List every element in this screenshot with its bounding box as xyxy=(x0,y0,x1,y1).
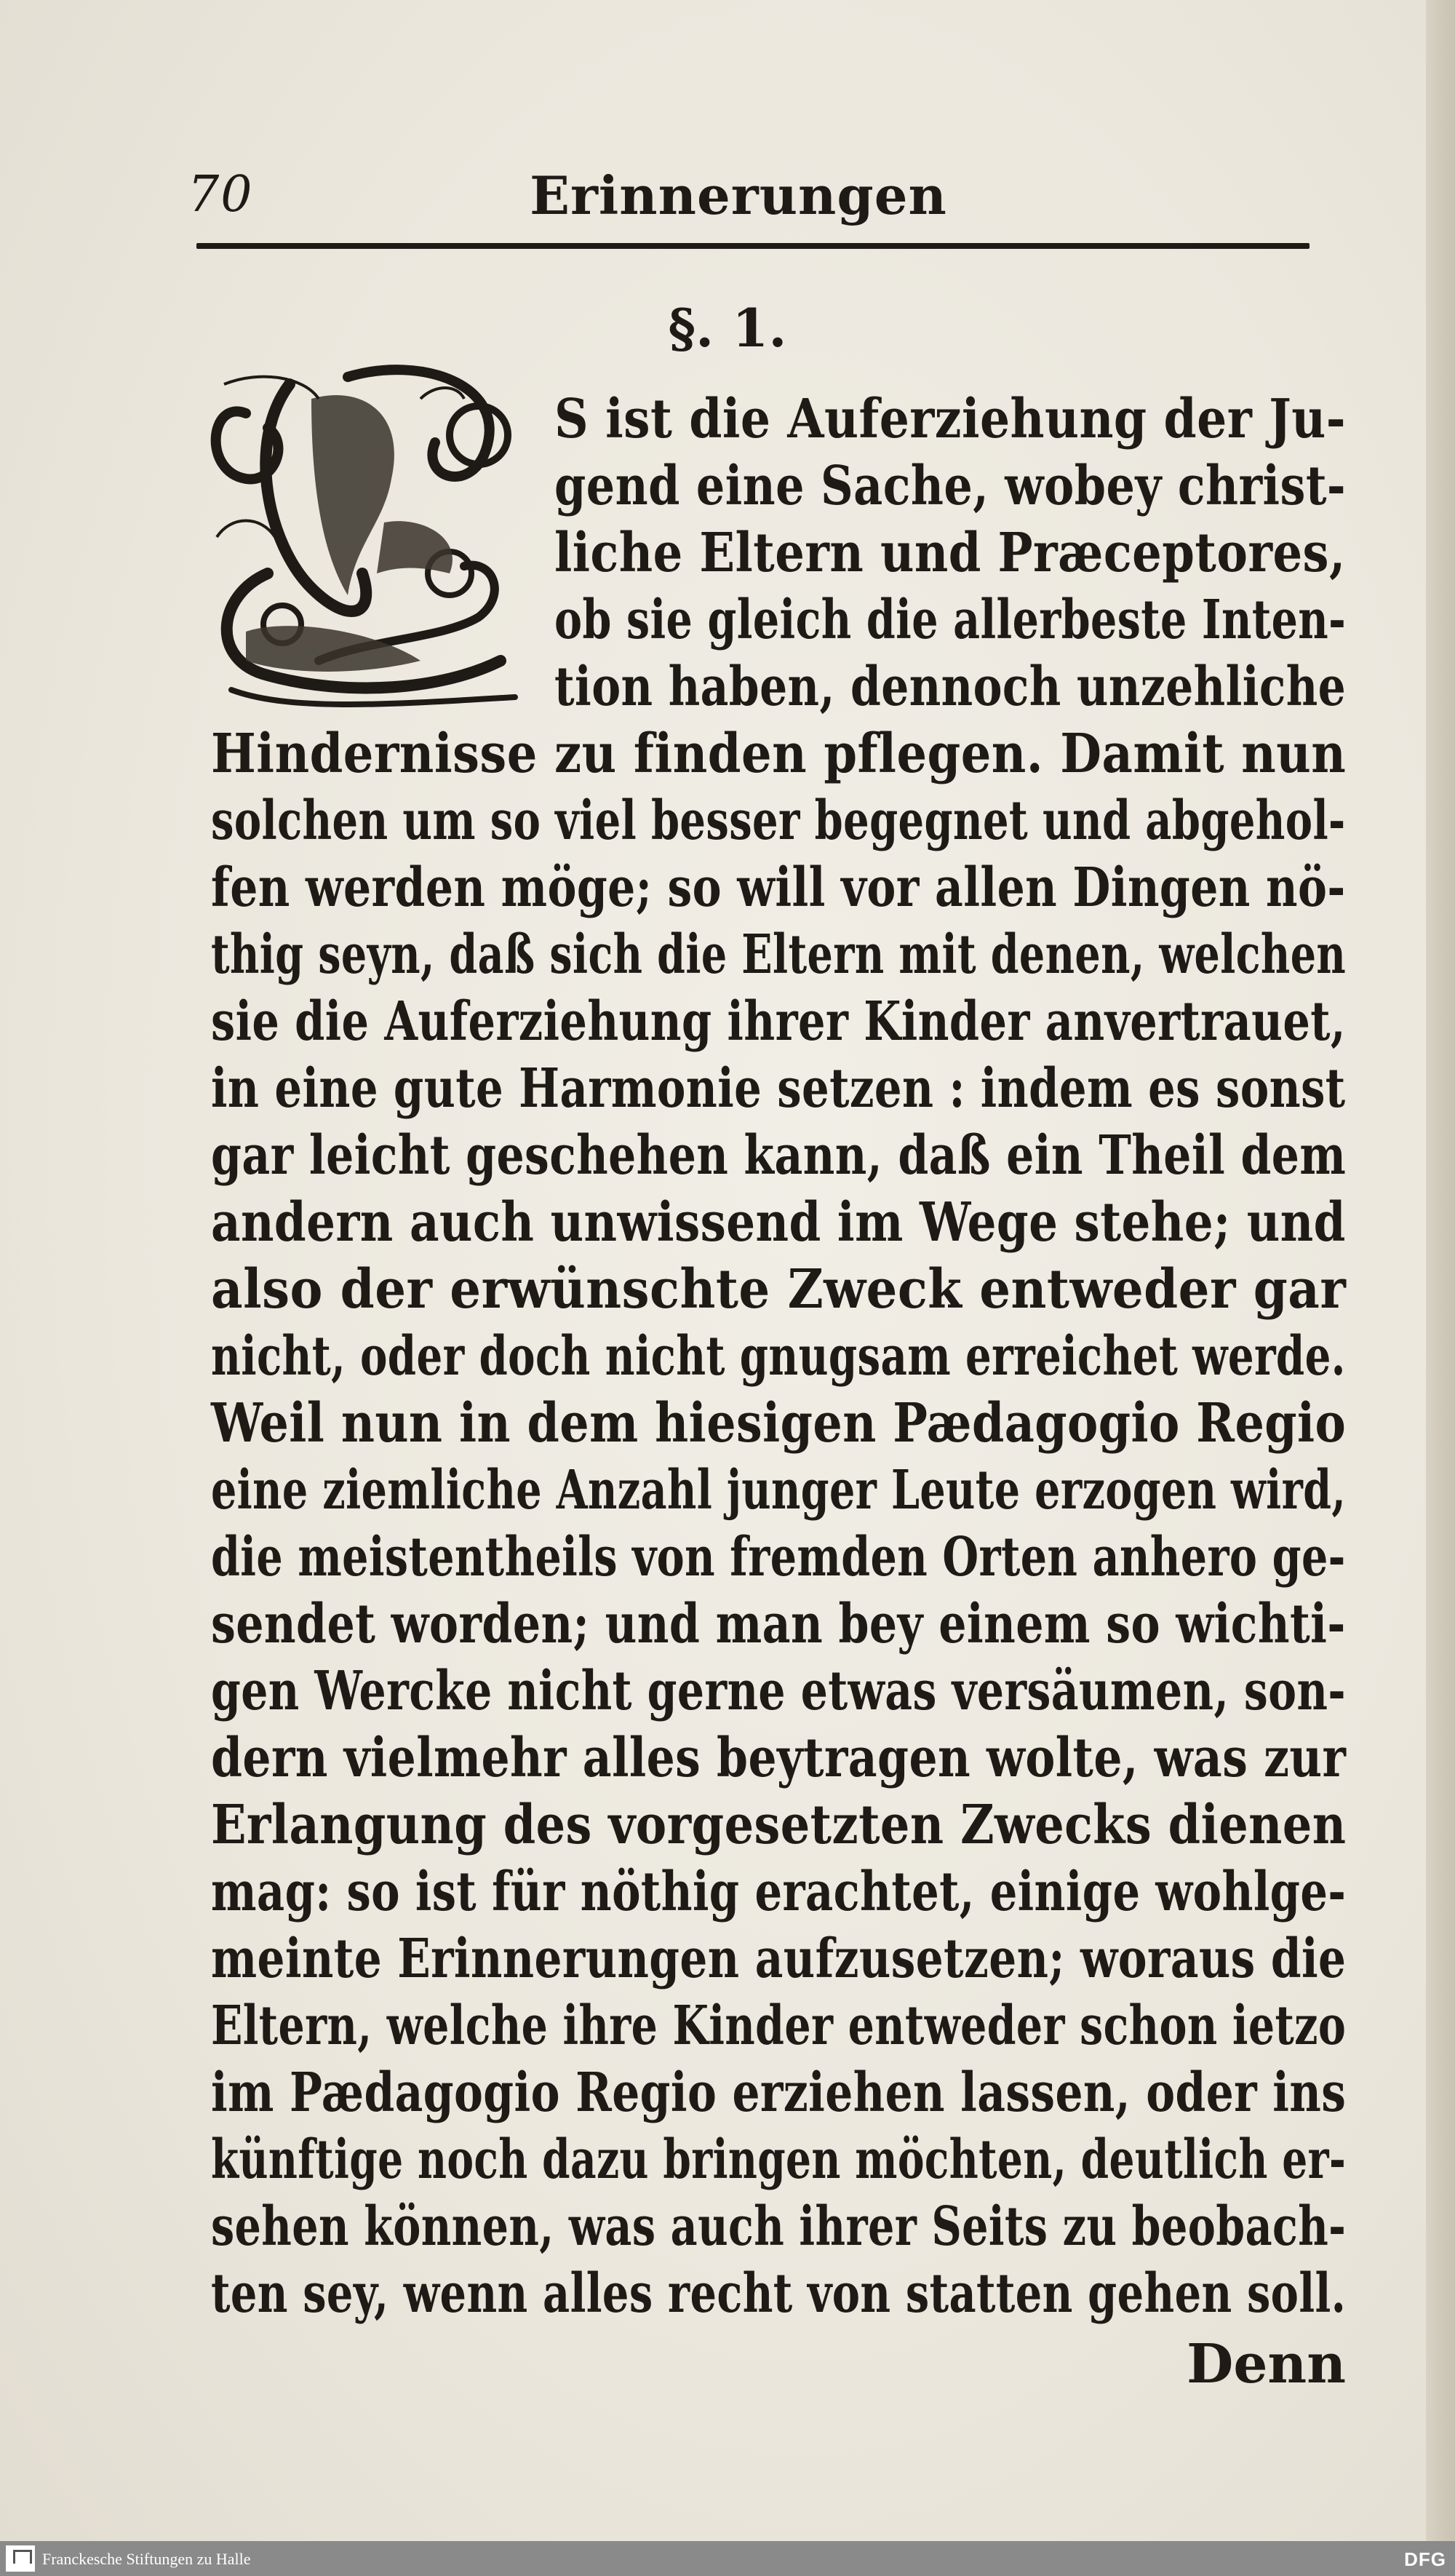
catchword: Denn xyxy=(1187,2333,1346,2396)
text-line: nicht, oder doch nicht gnugsam erreichet werde. xyxy=(211,1325,1346,1388)
text-line: mag: so ist für nöthig erachtet, einige wohlge- xyxy=(211,1861,1347,1923)
page-gutter xyxy=(1426,0,1455,2541)
footer-bar xyxy=(0,2541,1455,2576)
text-line: sie die Auferziehung ihrer Kinder anvertrauet, xyxy=(211,990,1346,1053)
institution-logo-icon xyxy=(6,2545,35,2572)
text-line: sendet worden; und man bey einem so wichti- xyxy=(211,1593,1346,1655)
section-mark: §. 1. xyxy=(668,297,787,359)
text-line: andern auch unwissend im Wege stehe; und xyxy=(211,1191,1346,1254)
text-line: thig seyn, daß sich die Eltern mit denen, welchen xyxy=(211,923,1347,986)
text-line: Hindernisse zu finden pflegen. Damit nun xyxy=(211,723,1347,785)
text-line: Erlangung des vorgesetzten Zwecks dienen xyxy=(211,1794,1347,1856)
text-line: liche Eltern und Præceptores, xyxy=(554,522,1346,584)
text-line: ten sey, wenn alles recht von statten gehen soll. xyxy=(211,2262,1347,2325)
text-line: ob sie gleich die allerbeste Inten- xyxy=(554,589,1347,651)
page-number: 70 xyxy=(188,166,254,223)
text-line: also der erwünschte Zweck entweder gar xyxy=(211,1258,1347,1321)
header-rule xyxy=(196,243,1310,249)
text-line: dern vielmehr alles beytragen wolte, was zur xyxy=(211,1727,1347,1789)
footer-institution: Franckesche Stiftungen zu Halle xyxy=(42,2550,251,2568)
text-line: Eltern, welche ihre Kinder entweder schon ietzo xyxy=(211,1995,1347,2057)
text-line: tion haben, dennoch unzehliche xyxy=(554,656,1347,718)
text-line: gend eine Sache, wobey christ- xyxy=(554,455,1347,517)
text-line: S ist die Auferziehung der Ju- xyxy=(554,388,1346,450)
text-line: im Pædagogio Regio erziehen lassen, oder ins xyxy=(211,2062,1347,2124)
text-line: sehen können, was auch ihrer Seits zu beobach- xyxy=(211,2195,1347,2258)
text-line: gen Wercke nicht gerne etwas versäumen, son- xyxy=(211,1660,1347,1722)
running-title: Erinnerungen xyxy=(530,164,947,226)
text-line: solchen um so viel besser begegnet und abgehol- xyxy=(211,790,1346,852)
text-line: die meistentheils von fremden Orten anhero ge- xyxy=(211,1526,1346,1589)
text-line: eine ziemliche Anzahl junger Leute erzogen wird, xyxy=(211,1459,1347,1522)
text-line: in eine gute Harmonie setzen : indem es sonst xyxy=(211,1057,1346,1120)
text-line: fen werden möge; so will vor allen Dingen nö- xyxy=(211,856,1346,919)
text-line: Weil nun in dem hiesigen Pædagogio Regio xyxy=(211,1392,1347,1455)
decorated-initial-e xyxy=(202,355,522,712)
text-line: meinte Erinnerungen aufzusetzen; woraus die xyxy=(211,1928,1347,1990)
text-line: gar leicht geschehen kann, daß ein Theil dem xyxy=(211,1124,1347,1187)
text-line: künftige noch dazu bringen möchten, deutlich er- xyxy=(211,2128,1347,2191)
dfg-logo: DFG xyxy=(1404,2548,1446,2570)
